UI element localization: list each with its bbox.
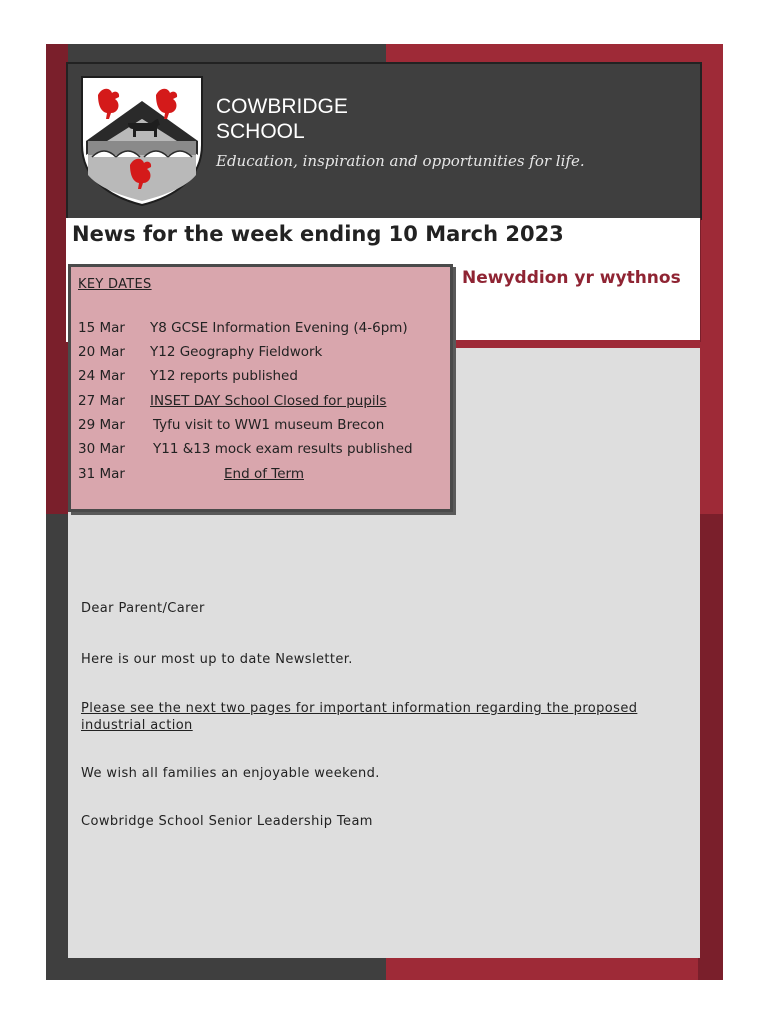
letter-greeting: Dear Parent/Carer — [81, 601, 205, 616]
school-name-line1: COWBRIDGE — [216, 95, 348, 118]
key-date-event: Tyfu visit to WW1 museum Brecon — [153, 417, 385, 433]
key-date-event: Y12 Geography Fieldwork — [150, 344, 323, 360]
key-date-event: End of Term — [224, 466, 304, 482]
key-dates-heading: KEY DATES — [78, 277, 152, 292]
key-date-row — [78, 417, 384, 433]
page-title: News for the week ending 10 March 2023 — [72, 222, 564, 246]
key-date-date: 31 Mar — [78, 466, 125, 482]
key-date-date: 30 Mar — [78, 441, 125, 457]
key-date-row — [78, 320, 408, 336]
key-date-event: Y12 reports published — [150, 368, 298, 384]
key-date-date: 29 Mar — [78, 417, 125, 433]
header-banner — [66, 62, 702, 220]
welsh-title-underline — [456, 340, 700, 343]
key-date-event: INSET DAY School Closed for pupils — [150, 393, 387, 409]
industrial-action-notice-link[interactable]: Please see the next two pages for important information regarding the proposed industrial action — [81, 701, 638, 733]
key-date-row — [78, 441, 413, 457]
school-name — [216, 94, 416, 144]
key-date-row — [78, 368, 298, 384]
key-date-date: 15 Mar — [78, 320, 125, 336]
school-crest-icon — [78, 75, 206, 207]
key-date-row — [78, 466, 304, 482]
key-date-row — [78, 393, 386, 409]
letter-signoff: Cowbridge School Senior Leadership Team — [81, 814, 373, 829]
key-dates-box — [68, 264, 453, 512]
letter-wish: We wish all families an enjoyable weekend. — [81, 766, 380, 781]
letter-intro: Here is our most up to date Newsletter. — [81, 652, 353, 667]
key-date-date: 20 Mar — [78, 344, 125, 360]
key-date-event: Y8 GCSE Information Evening (4-6pm) — [150, 320, 408, 336]
welsh-title: Newyddion yr wythnos — [462, 268, 681, 288]
key-date-date: 24 Mar — [78, 368, 125, 384]
school-tagline: Education, inspiration and opportunities for life. — [216, 152, 585, 170]
frame-red-strip — [386, 958, 698, 980]
school-name-line2: SCHOOL — [216, 120, 305, 143]
key-date-date: 27 Mar — [78, 393, 125, 409]
frame-red-left-edge — [46, 44, 68, 514]
key-date-event: Y11 &13 mock exam results published — [153, 441, 413, 457]
key-date-row — [78, 344, 322, 360]
